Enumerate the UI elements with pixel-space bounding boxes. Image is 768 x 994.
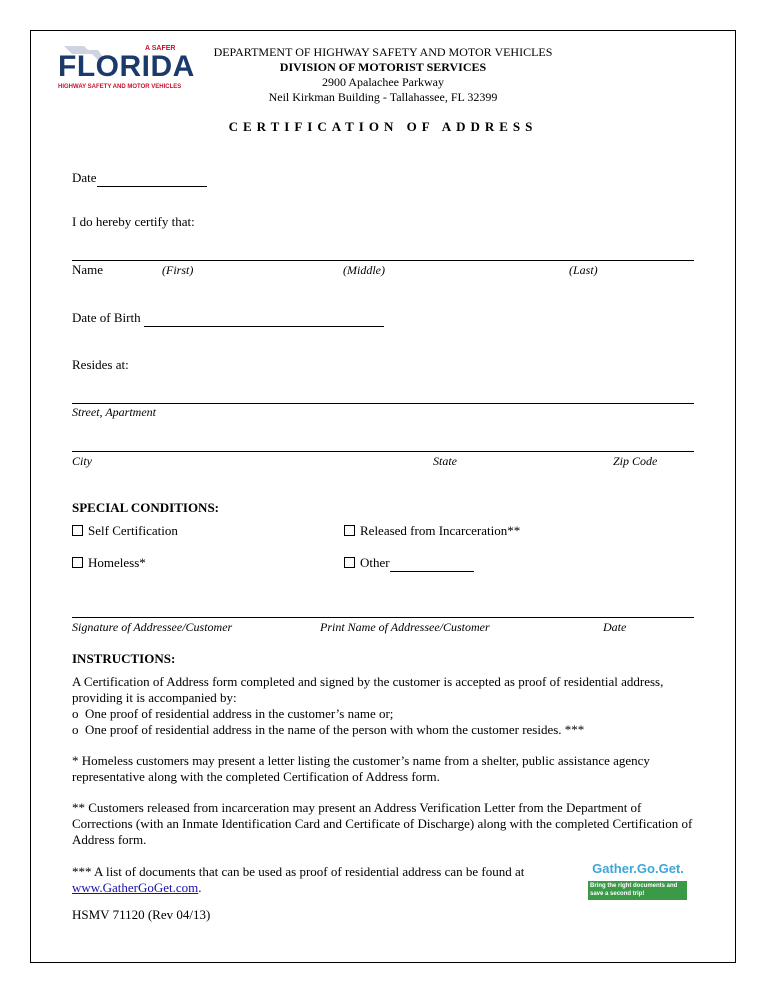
homeless-label: Homeless* <box>88 555 146 570</box>
dob-label: Date of Birth <box>72 310 141 325</box>
instructions-heading: INSTRUCTIONS: <box>72 651 176 666</box>
logo-a-safer: A SAFER <box>145 45 176 52</box>
bullet-1-text: One proof of residential address in the customer’s name or; <box>85 706 394 721</box>
signature-label: Signature of Addressee/Customer <box>72 620 233 634</box>
other-field[interactable] <box>390 555 474 572</box>
street-label: Street, Apartment <box>72 405 156 419</box>
self-certification-label: Self Certification <box>88 523 178 538</box>
middle-name-label: (Middle) <box>343 263 385 277</box>
header-building: Neil Kirkman Building - Tallahassee, FL 32399 <box>268 90 498 104</box>
dob-row <box>72 310 384 327</box>
released-note: ** Customers released from incarceration may present an Address Verification Letter from the Department of Corrections (with an Inmate Identification Card and Certificate of Discharge) along with the completed Certification of Address form. <box>72 800 693 847</box>
self-certification-option[interactable] <box>72 523 178 539</box>
signature-date-label: Date <box>603 620 627 634</box>
list-note-text: *** A list of documents that can be used as proof of residential address can be found at <box>72 864 525 879</box>
link-suffix: . <box>198 880 202 895</box>
name-field[interactable] <box>72 260 694 261</box>
print-name-label: Print Name of Addressee/Customer <box>320 620 490 634</box>
header-department: DEPARTMENT OF HIGHWAY SAFETY AND MOTOR VEHICLES <box>213 45 553 59</box>
header-street: 2900 Apalachee Parkway <box>322 75 444 89</box>
homeless-note: * Homeless customers may present a letter listing the customer’s name from a shelter, public assistance agency representative along with the completed Certification of Address form. <box>72 753 650 784</box>
other-option[interactable] <box>344 555 474 572</box>
city-state-zip-field[interactable] <box>72 451 694 452</box>
special-conditions-heading: SPECIAL CONDITIONS: <box>72 500 220 515</box>
form-number: HSMV 71120 (Rev 04/13) <box>72 907 211 922</box>
logo-tagline: HIGHWAY SAFETY AND MOTOR VEHICLES <box>58 84 182 90</box>
street-field[interactable] <box>72 403 694 404</box>
zip-label: Zip Code <box>613 454 658 468</box>
released-option[interactable] <box>344 523 520 539</box>
instructions-intro: A Certification of Address form completed and signed by the customer is accepted as proof of residential address, providing it is accompanied by: <box>72 674 664 705</box>
name-label: Name <box>72 262 104 277</box>
last-name-label: (Last) <box>569 263 598 277</box>
instructions-bullet-2 <box>72 722 584 738</box>
other-checkbox[interactable] <box>344 557 355 568</box>
date-field[interactable] <box>97 170 207 187</box>
instructions-bullet-1 <box>72 706 393 722</box>
date-label: Date <box>72 170 97 185</box>
homeless-option[interactable] <box>72 555 146 571</box>
bullet-2-text: One proof of residential address in the name of the person with whom the customer resides. *** <box>85 722 585 737</box>
dob-field[interactable] <box>144 310 384 327</box>
gather-go-get-logo-tagline: Bring the right documents and save a second trip! <box>590 883 678 897</box>
logo-florida-word: FLORIDA <box>58 50 195 83</box>
self-certification-checkbox[interactable] <box>72 525 83 536</box>
other-label: Other <box>360 555 390 570</box>
date-row <box>72 170 207 187</box>
released-checkbox[interactable] <box>344 525 355 536</box>
gathergoget-link[interactable]: www.GatherGoGet.com <box>72 880 199 895</box>
header-division: DIVISION OF MOTORIST SERVICES <box>279 60 487 74</box>
list-note <box>72 864 572 896</box>
page-title: CERTIFICATION OF ADDRESS <box>228 119 538 134</box>
bullet-marker: o <box>72 706 79 721</box>
first-name-label: (First) <box>162 263 194 277</box>
released-label: Released from Incarceration** <box>360 523 521 538</box>
state-label: State <box>433 454 457 468</box>
bullet-marker: o <box>72 722 79 737</box>
city-label: City <box>72 454 92 468</box>
certify-text: I do hereby certify that: <box>72 214 195 229</box>
signature-line[interactable] <box>72 617 694 618</box>
homeless-checkbox[interactable] <box>72 557 83 568</box>
resides-label: Resides at: <box>72 357 129 372</box>
gather-go-get-logo-title: Gather.Go.Get. <box>592 861 684 876</box>
